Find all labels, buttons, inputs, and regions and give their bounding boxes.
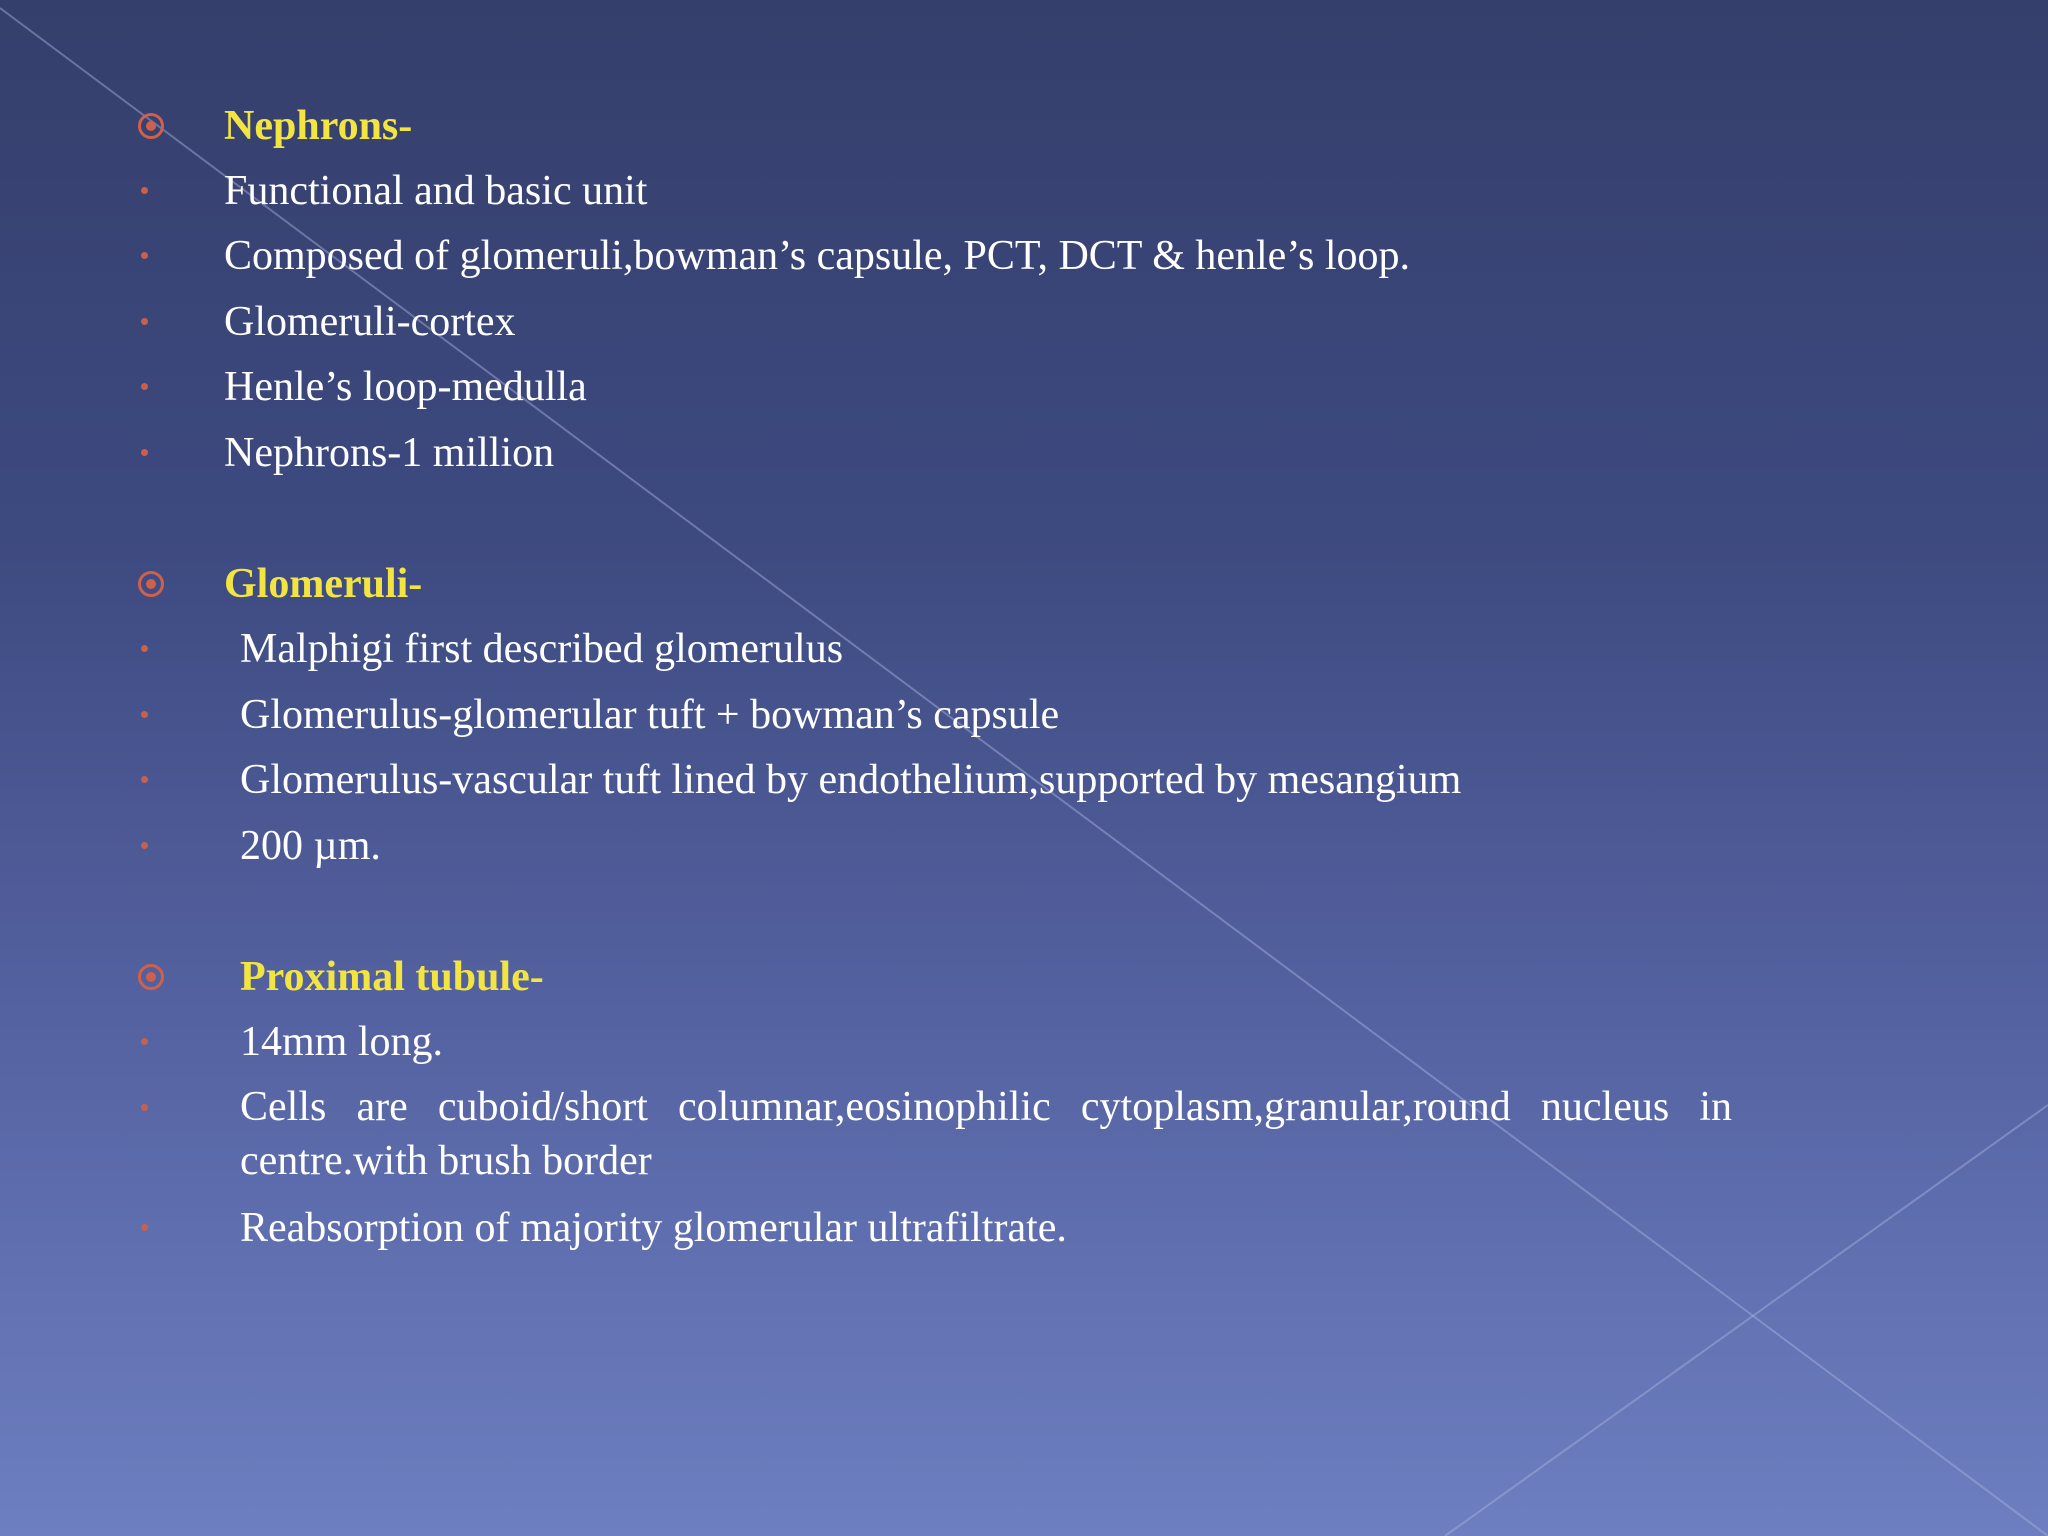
list-item xyxy=(0,687,2048,747)
dot-bullet-icon xyxy=(141,711,148,718)
list-item xyxy=(0,425,2048,485)
section-heading: Glomeruli- xyxy=(224,561,423,607)
section-heading: Nephrons- xyxy=(224,103,413,149)
dot-bullet-icon xyxy=(141,776,148,783)
section-heading-row xyxy=(0,556,2048,616)
section-heading: Proximal tubule- xyxy=(240,954,544,1000)
list-item-text: Functional and basic unit xyxy=(224,168,648,214)
list-item xyxy=(0,621,2048,681)
dot-bullet-icon xyxy=(141,1104,148,1111)
target-bullet-icon xyxy=(138,964,164,990)
list-item xyxy=(0,1080,2048,1192)
list-item-text: Henle’s loop-medulla xyxy=(224,364,587,410)
dot-bullet-icon xyxy=(141,1224,148,1231)
list-item-text: 200 µm. xyxy=(240,823,381,869)
list-item xyxy=(0,163,2048,223)
list-item-text: Glomerulus-glomerular tuft + bowman’s capsule xyxy=(240,692,1060,738)
section-heading-row xyxy=(0,98,2048,158)
dot-bullet-icon xyxy=(141,1038,148,1045)
dot-bullet-icon xyxy=(141,842,148,849)
list-item-text: Cells are cuboid/short columnar,eosinophilic cytoplasm,granular,round nucleus in centre.with brush border xyxy=(240,1084,1732,1184)
target-bullet-icon xyxy=(138,113,164,139)
list-item xyxy=(0,228,2048,288)
dot-bullet-icon xyxy=(141,449,148,456)
list-item-text: Nephrons-1 million xyxy=(224,430,555,476)
section-heading-row xyxy=(0,949,2048,1009)
list-item xyxy=(0,752,2048,812)
list-item xyxy=(0,359,2048,419)
list-item-text: Glomerulus-vascular tuft lined by endothelium,supported by mesangium xyxy=(240,757,1462,803)
list-item-text: Glomeruli-cortex xyxy=(224,299,516,345)
dot-bullet-icon xyxy=(141,383,148,390)
dot-bullet-icon xyxy=(141,187,148,194)
list-item xyxy=(0,818,2048,878)
dot-bullet-icon xyxy=(141,252,148,259)
list-item xyxy=(0,1014,2048,1074)
list-item-text: 14mm long. xyxy=(240,1019,444,1065)
list-item xyxy=(0,1200,2048,1260)
list-item xyxy=(0,294,2048,354)
list-item-text: Malphigi first described glomerulus xyxy=(240,626,844,672)
list-item-text: Reabsorption of majority glomerular ultrafiltrate. xyxy=(240,1205,1067,1251)
dot-bullet-icon xyxy=(141,645,148,652)
list-item-text: Composed of glomeruli,bowman’s capsule, PCT, DCT & henle’s loop. xyxy=(224,233,1411,279)
target-bullet-icon xyxy=(138,571,164,597)
dot-bullet-icon xyxy=(141,318,148,325)
